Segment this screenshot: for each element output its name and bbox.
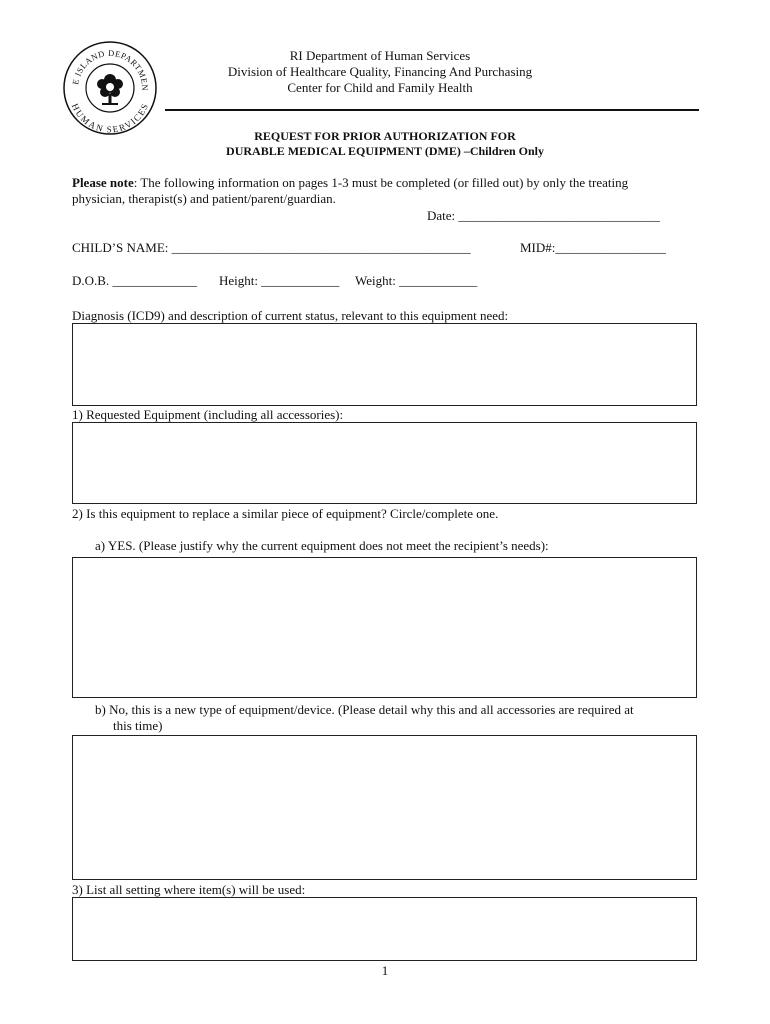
date-label: Date: [427, 208, 456, 223]
child-name-label: CHILD’S NAME: [72, 240, 169, 255]
page-number: 1 [381, 963, 389, 978]
requested-equipment-label: 1) Requested Equipment (including all accessories): [72, 407, 344, 422]
child-name-field[interactable] [72, 240, 471, 256]
child-name-line[interactable]: ______________________________________________ [171, 240, 471, 255]
seal-text-top: E ISLAND DEPARTMEN [70, 47, 151, 92]
mid-label: MID#: [520, 240, 556, 255]
seal-text-bottom: HUMAN SERVICES [69, 101, 151, 135]
mid-field[interactable] [520, 240, 666, 256]
weight-field[interactable] [355, 273, 477, 289]
option-no-line-2: this time) [113, 718, 163, 733]
mid-line[interactable]: _________________ [555, 240, 666, 255]
option-yes[interactable]: a) YES. (Please justify why the current equipment does not meet the recipient’s needs): [95, 538, 549, 553]
settings-box[interactable] [72, 897, 697, 961]
note-line-2: physician, therapist(s) and patient/parent/guardian. [72, 191, 336, 206]
note-label: Please note [72, 175, 134, 190]
diagnosis-box[interactable] [72, 323, 697, 406]
height-line[interactable]: ____________ [261, 273, 340, 288]
weight-line[interactable]: ____________ [399, 273, 478, 288]
weight-label: Weight: [355, 273, 396, 288]
dob-line[interactable]: _____________ [112, 273, 197, 288]
replace-question: 2) Is this equipment to replace a similar piece of equipment? Circle/complete one. [72, 506, 499, 521]
dob-field[interactable] [72, 273, 197, 289]
option-no-line-1[interactable]: b) No, this is a new type of equipment/device. (Please detail why this and all accessories are required at [95, 702, 634, 717]
form-title-line-1: REQUEST FOR PRIOR AUTHORIZATION FOR [254, 129, 516, 143]
date-line[interactable]: _______________________________ [458, 208, 660, 223]
form-title-line-2: DURABLE MEDICAL EQUIPMENT (DME) –Children Only [226, 144, 544, 158]
seal-graphic [62, 40, 158, 136]
note-line-1 [72, 175, 628, 191]
requested-equipment-box[interactable] [72, 422, 697, 504]
height-label: Height: [219, 273, 258, 288]
department-seal [62, 40, 158, 136]
header-line-2: Division of Healthcare Quality, Financing And Purchasing [227, 64, 533, 79]
date-field[interactable] [427, 208, 660, 224]
height-field[interactable] [219, 273, 339, 289]
note-text: : The following information on pages 1-3 must be completed (or filled out) by only the treating [133, 175, 629, 190]
settings-label: 3) List all setting where item(s) will be used: [72, 882, 306, 897]
dob-label: D.O.B. [72, 273, 110, 288]
header-rule [165, 109, 699, 111]
header-line-3: Center for Child and Family Health [287, 80, 473, 95]
no-detail-box[interactable] [72, 735, 697, 880]
yes-justification-box[interactable] [72, 557, 697, 698]
diagnosis-label: Diagnosis (ICD9) and description of current status, relevant to this equipment need: [72, 308, 509, 323]
header-line-1: RI Department of Human Services [289, 48, 471, 63]
